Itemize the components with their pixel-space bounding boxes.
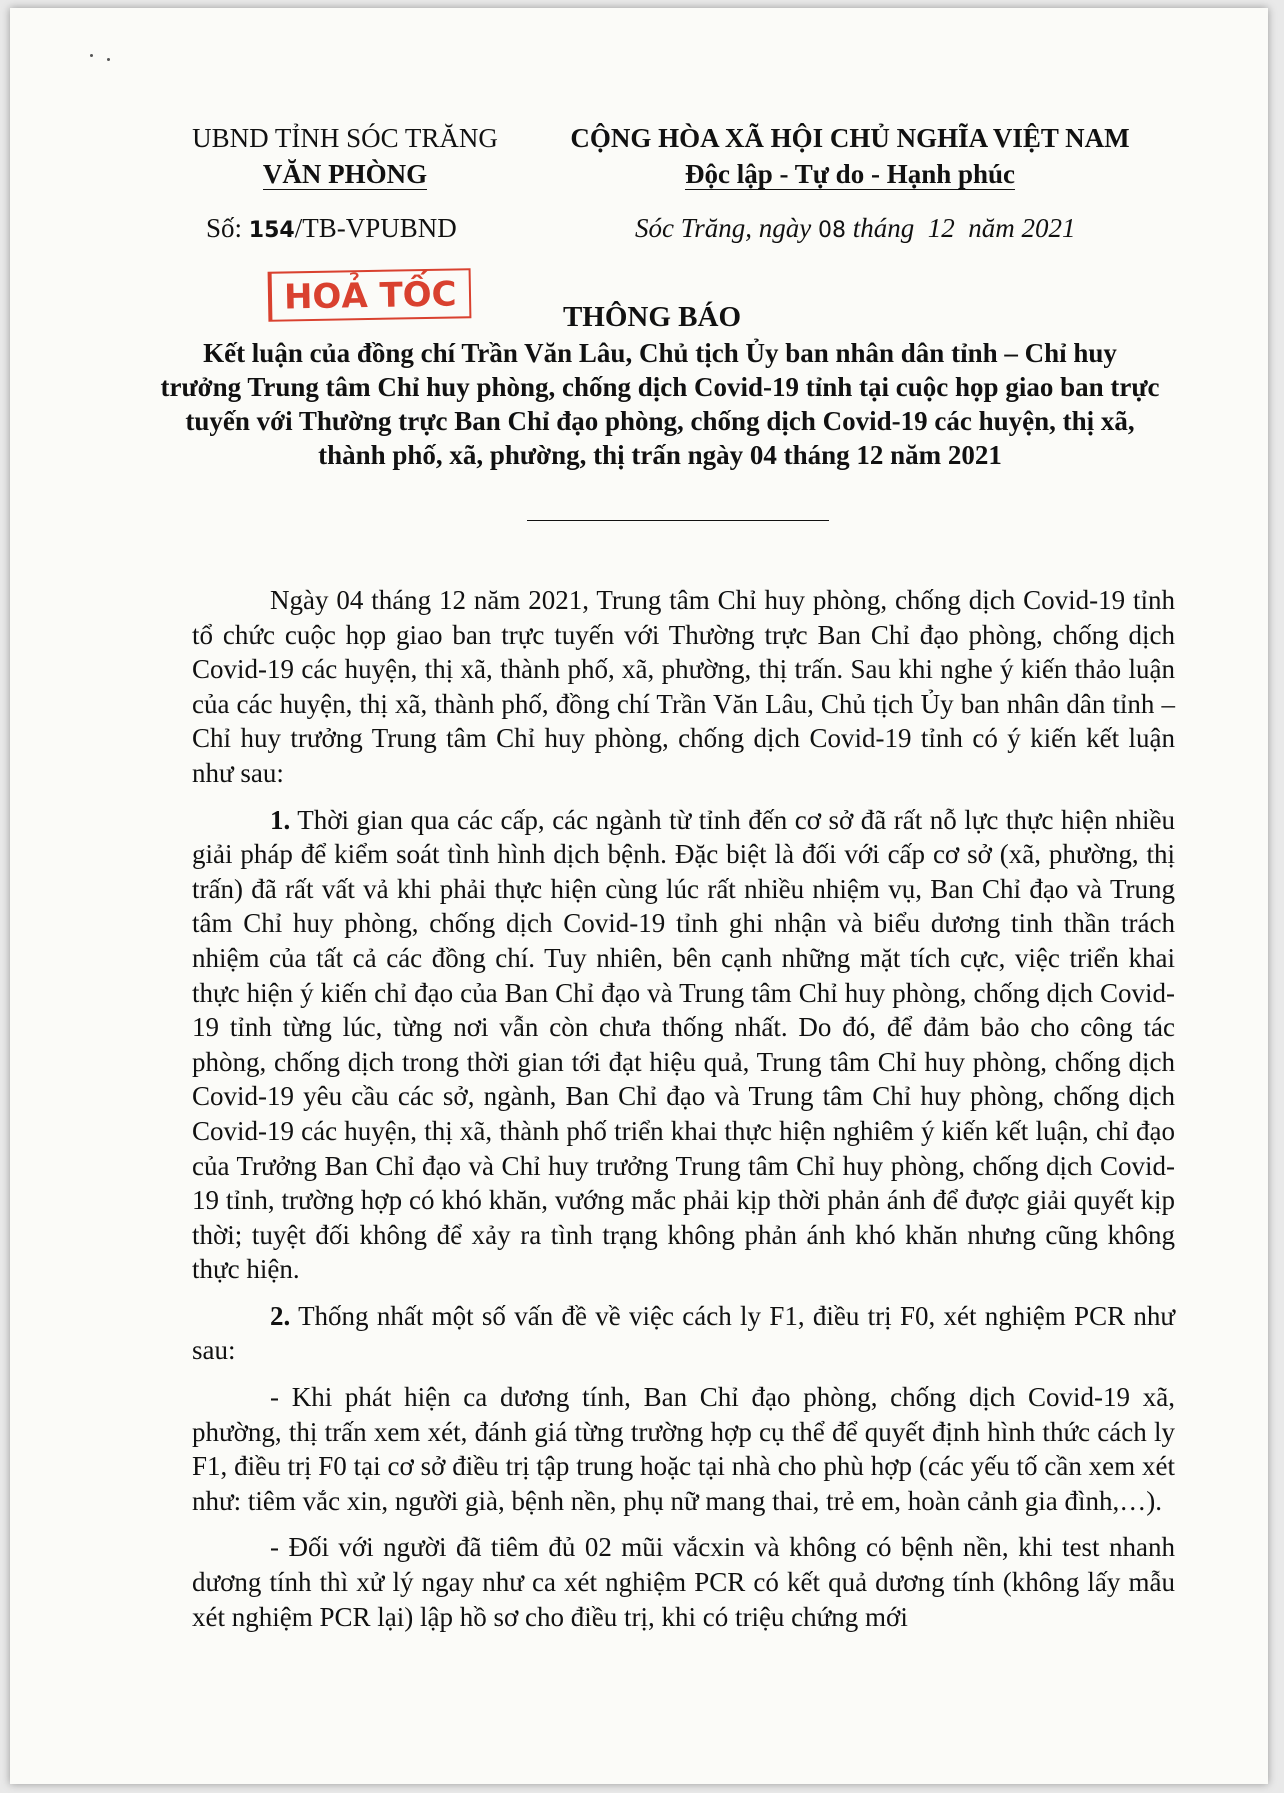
document-page [10, 8, 1268, 1784]
urgent-stamp: HOẢ TỐC [268, 268, 471, 322]
document-title: THÔNG BÁO [562, 301, 742, 333]
issuing-agency [160, 120, 530, 192]
document-subtitle: Kết luận của đồng chí Trần Văn Lâu, Chủ tịch Ủy ban nhân dân tỉnh – Chỉ huy trưởng Trung tâm Chỉ huy phòng, chống dịch Covid-19 tỉnh tại cuộc họp giao ban trực tuyến với Thường trực Ban Chỉ đạo phòng, chống dịch Covid-19 các huyện, thị xã, thành phố, xã, phường, thị trấn ngày 04 tháng 12 năm 2021 [160, 338, 1160, 470]
document-number [206, 213, 457, 244]
item-number: 2. [270, 1300, 291, 1331]
agency-office: VĂN PHÒNG [262, 159, 428, 189]
doc-no-suffix: /TB-VPUBND [294, 213, 457, 243]
date-day: 08 [818, 218, 847, 243]
paragraph: - Khi phát hiện ca dương tính, Ban Chỉ đạo phòng, chống dịch Covid-19 xã, phường, thị trấn xem xét, đánh giá từng trường hợp cụ thể để quyết định hình thức cách ly F1, điều trị F0 tại cơ sở điều trị tập trung hoặc tại nhà cho phù hợp (các yếu tố cần xem xét như: tiêm vắc xin, người già, bệnh nền, phụ nữ mang thai, trẻ em, hoàn cảnh gia đình,…). [192, 1382, 1175, 1516]
nation-name: CỘNG HÒA XÃ HỘI CHỦ NGHĨA VIỆT NAM [570, 123, 1130, 153]
paragraph: - Đối với người đã tiêm đủ 02 mũi vắcxin và không có bệnh nền, khi test nhanh dương tính thì xử lý ngay như ca xét nghiệm PCR có kết quả dương tính (không lấy mẫu xét nghiệm PCR lại) lập hồ sơ cho điều trị, khi có triệu chứng mới [192, 1532, 1175, 1632]
item-number: 1. [270, 804, 291, 835]
document-body [192, 583, 1175, 1646]
doc-no-value: 154 [248, 218, 295, 243]
scan-speck [90, 54, 93, 57]
scan-speck [107, 58, 110, 61]
national-header [550, 120, 1150, 192]
date-prefix: Sóc Trăng, ngày [635, 213, 812, 243]
paragraph: Ngày 04 tháng 12 năm 2021, Trung tâm Chỉ huy phòng, chống dịch Covid-19 tỉnh tổ chức cuộc họp giao ban trực tuyến với Thường trực Ban Chỉ đạo phòng, chống dịch Covid-19 các huyện, thị xã, thành phố, xã, phường, thị trấn. Sau khi nghe ý kiến thảo luận của các huyện, thị xã, thành phố, đồng chí Trần Văn Lâu, Chủ tịch Ủy ban nhân dân tỉnh – Chỉ huy trưởng Trung tâm Chỉ huy phòng, chống dịch Covid-19 tỉnh có ý kiến kết luận như sau: [192, 585, 1175, 788]
agency-name: UBND TỈNH SÓC TRĂNG [192, 123, 498, 153]
doc-no-prefix: Số: [206, 213, 243, 243]
date-suffix: tháng 12 năm 2021 [852, 213, 1076, 243]
paragraph-text: Thời gian qua các cấp, các ngành từ tỉnh đến cơ sở đã rất nỗ lực thực hiện nhiều giải pháp để kiểm soát tình hình dịch bệnh. Đặc biệt là đối với cấp cơ sở (xã, phường, thị trấn) đã rất vất vả khi phải thực hiện cùng lúc rất nhiều nhiệm vụ, Ban Chỉ đạo và Trung tâm Chỉ huy phòng, chống dịch Covid-19 tỉnh ghi nhận và biểu dương tinh thần trách nhiệm của tất cả các đồng chí. Tuy nhiên, bên cạnh những mặt tích cực, việc triển khai thực hiện ý kiến chỉ đạo của Ban Chỉ đạo và Trung tâm Chỉ huy phòng, chống dịch Covid-19 tỉnh từng lúc, từng nơi vẫn còn chưa thống nhất. Do đó, để đảm bảo cho công tác phòng, chống dịch trong thời gian tới đạt hiệu quả, Trung tâm Chỉ huy phòng, chống dịch Covid-19 yêu cầu các sở, ngành, Ban Chỉ đạo và Trung tâm Chỉ huy phòng, chống dịch Covid-19 các huyện, thị xã, thành phố triển khai thực hiện nghiêm ý kiến kết luận, chỉ đạo của Trưởng Ban Chỉ đạo và Chỉ huy trưởng Trung tâm Chỉ huy phòng, chống dịch Covid-19 tỉnh, trường hợp có khó khăn, vướng mắc phải kịp thời phản ánh để được giải quyết kịp thời; tuyệt đối không để xảy ra tình trạng không phản ánh khó khăn nhưng cũng không thực hiện. [192, 804, 1175, 1285]
paragraph-text: Thống nhất một số vấn đề về việc cách ly F1, điều trị F0, xét nghiệm PCR như sau: [192, 1300, 1176, 1366]
national-motto: Độc lập - Tự do - Hạnh phúc [684, 159, 1016, 189]
subtitle-underline [527, 520, 829, 521]
paragraph [192, 803, 1175, 1287]
paragraph [192, 1299, 1175, 1368]
place-date [635, 213, 1076, 244]
